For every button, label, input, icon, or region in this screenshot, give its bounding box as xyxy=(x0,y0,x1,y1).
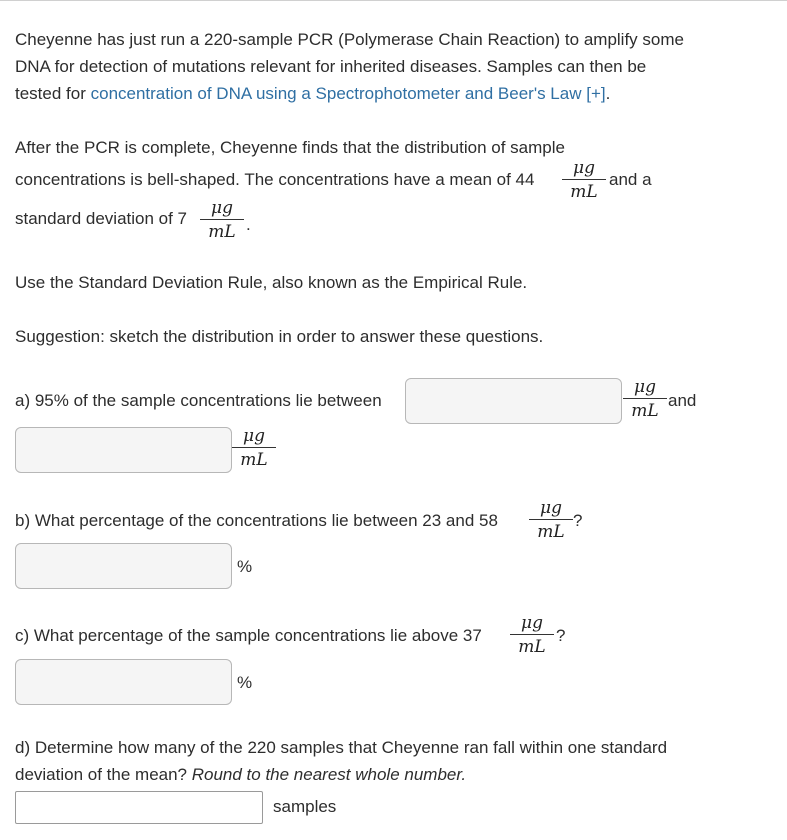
answer-b-percent: % xyxy=(237,557,253,576)
intro-line-3-prefix: tested for xyxy=(15,84,91,103)
answer-a-upper-input[interactable] xyxy=(15,427,232,473)
sd-unit-fraction xyxy=(200,198,244,242)
distribution-and-a: and a xyxy=(609,170,652,189)
mean-unit-fraction xyxy=(562,158,606,202)
distribution-sd-text: standard deviation of 7 xyxy=(15,209,188,228)
sd-period: . xyxy=(246,215,251,234)
answer-a-lower-unit xyxy=(623,377,667,421)
top-divider xyxy=(0,0,787,1)
intro-line-2: DNA for detection of mutations relevant for inherited diseases. Samples can then be xyxy=(15,57,647,76)
question-d-line-2 xyxy=(15,764,466,786)
unit-denominator: mL xyxy=(631,401,659,421)
unit-numerator: μg xyxy=(200,198,244,220)
answer-d-unit: samples xyxy=(273,797,337,816)
unit-denominator: mL xyxy=(570,182,598,202)
suggestion-text: Suggestion: sketch the distribution in order to answer these questions. xyxy=(15,327,544,346)
answer-c-input[interactable] xyxy=(15,659,232,705)
unit-numerator: μg xyxy=(510,613,554,635)
question-b-unit xyxy=(529,498,573,542)
answer-d-input[interactable] xyxy=(15,791,263,824)
question-c-text: c) What percentage of the sample concentrations lie above 37 xyxy=(15,626,482,645)
distribution-mean-text: concentrations is bell-shaped. The concentrations have a mean of 44 xyxy=(15,170,535,189)
answer-c-percent: % xyxy=(237,673,253,692)
unit-denominator: mL xyxy=(208,222,236,242)
distribution-line-1: After the PCR is complete, Cheyenne finds that the distribution of sample xyxy=(15,138,565,157)
question-b-qmark: ? xyxy=(573,511,583,530)
question-b-text: b) What percentage of the concentrations lie between 23 and 58 xyxy=(15,511,498,530)
unit-numerator: μg xyxy=(529,498,573,520)
intro-line-1: Cheyenne has just run a 220-sample PCR (Polymerase Chain Reaction) to amplify some xyxy=(15,30,684,49)
unit-numerator: μg xyxy=(623,377,667,399)
unit-numerator: μg xyxy=(562,158,606,180)
answer-a-upper-unit xyxy=(232,426,276,470)
answer-a-lower-input[interactable] xyxy=(405,378,622,424)
rounding-instruction: Round to the nearest whole number. xyxy=(191,765,467,784)
unit-denominator: mL xyxy=(537,522,565,542)
question-c-unit xyxy=(510,613,554,657)
expand-reference-link[interactable]: [+] xyxy=(586,84,606,103)
beers-law-link[interactable]: concentration of DNA using a Spectrophotometer and Beer's Law xyxy=(90,84,582,103)
question-d-line-2-text: deviation of the mean? xyxy=(15,765,192,784)
question-a-text: a) 95% of the sample concentrations lie between xyxy=(15,391,382,410)
instruction-text: Use the Standard Deviation Rule, also known as the Empirical Rule. xyxy=(15,273,528,292)
intro-line-3-end: . xyxy=(605,84,611,103)
unit-denominator: mL xyxy=(240,450,268,470)
unit-numerator: μg xyxy=(232,426,276,448)
intro-line-3 xyxy=(15,83,610,105)
answer-b-input[interactable] xyxy=(15,543,232,589)
question-a-and: and xyxy=(668,391,697,410)
unit-denominator: mL xyxy=(518,637,546,657)
question-d-line-1: d) Determine how many of the 220 samples that Cheyenne ran fall within one standard xyxy=(15,738,668,757)
question-c-qmark: ? xyxy=(556,626,566,645)
